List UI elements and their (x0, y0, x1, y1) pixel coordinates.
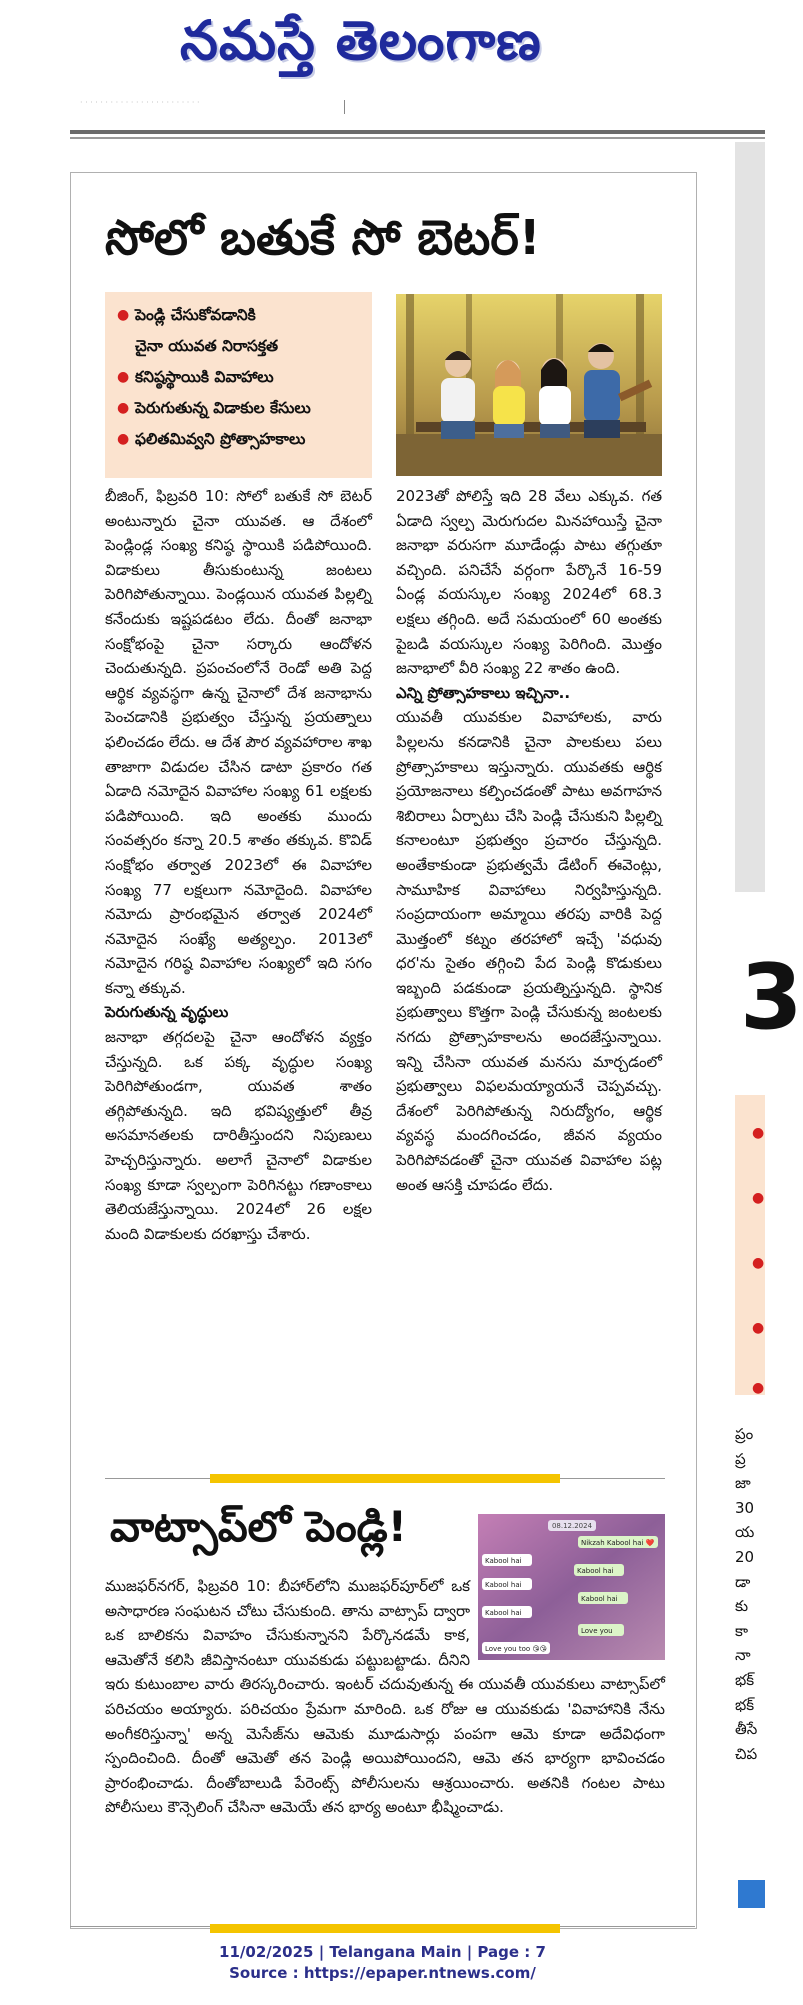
adjacent-text-line: నా (735, 1646, 751, 1665)
chat-message-text: Love you too 😘😘 (485, 1645, 547, 1653)
chat-message-text: Kabool hai (577, 1567, 614, 1575)
highlight-item: ● కనిష్ఠస్థాయికి వివాహాలు (117, 362, 366, 393)
bullet-icon: ● (752, 1255, 765, 1271)
highlight-item: ● పెండ్లి చేసుకోవడానికి (117, 300, 366, 331)
adjacent-text-line: 20 (735, 1548, 755, 1566)
highlight-item: ● పెరుగుతున్న విడాకుల కేసులు (117, 393, 366, 424)
footer-date-line: 11/02/2025 | Telangana Main | Page : 7 (219, 1943, 546, 1961)
article2-body: ముజఫర్‌నగర్, ఫిబ్రవరి 10: బీహార్‌లోని ముజఫర్‌పూర్‌లో ఒక అసాధారణ సంఘటన చోటు చేసుకుంది. తాను వాట్సాప్ ద్వారా ఒక బాలికను వివాహం చేసుకున్నానని పేర్కొనడమే కాక, ఆమెతోనే కలిసి జీవిస్తానంటూ యువకుడు పట్టుబట్టాడు. దీనిని ఇరు కుటుంబాల వారు తిరస్కరించారు. ఇంటర్ చదువుతున్న ఈ యువతీ యువకులు వాట్సాప్‌లో పరిచయం అయ్యారు. పరిచయం ప్రేమగా మారింది. ఒక రోజు ఆ యువకుడు 'వివాహానికి నేను అంగీకరిస్తున్నా' అన్న మెసేజ్‌ను ఆమెకు మూడుసార్లు పంపగా ఆమె కూడా అదేవిధంగా స్పందించింది. దీంతో ఆమెతో తన పెండ్లి అయిపోయిందని, ఆమె తన భార్యగా భావించడం ప్రారంభించాడు. దీంతోబాలుడి పేరెంట్స్ పోలీసులను ఆశ్రయించారు. అతనికి గంటల పాటు పోలీసులు కౌన్సెలింగ్ చేసినా ఆమెయే తన భార్య అంటూ భీష్మించాడు. (105, 1574, 665, 1820)
masthead (0, 0, 765, 90)
masthead-rule (70, 130, 765, 134)
adjacent-text-line: డా (735, 1572, 751, 1591)
adjacent-article-image (735, 142, 765, 892)
subheading: ఎన్ని ప్రోత్సాహకాలు ఇచ్చినా.. (396, 683, 571, 702)
bullet-icon: ● (752, 1380, 765, 1396)
bullet-icon: ● (752, 1320, 765, 1336)
chat-message-text: Kabool hai (485, 1557, 522, 1565)
article2-headline: వాట్సాప్‌లో పెండ్లి! (110, 1502, 407, 1551)
adjacent-article-highlights (735, 1095, 765, 1395)
page-footer (0, 1942, 765, 1984)
adjacent-text-line: భక్ (735, 1695, 755, 1714)
bullet-icon: ● (117, 307, 130, 323)
yellow-divider (210, 1924, 560, 1933)
yellow-divider (210, 1474, 560, 1483)
masthead-dots: · · · · · · · · · · · · · · · · · · · · · · · · (80, 98, 200, 107)
footer-source-line: Source : https://epaper.ntnews.com/ (229, 1964, 536, 1982)
bullet-icon: ● (752, 1125, 765, 1141)
paragraph: 2023తో పోలిస్తే ఇది 28 వేలు ఎక్కువ. గత ఏడాది స్వల్ప మెరుగుదల మినహాయిస్తే చైనా జనాభా వరుసగా మూడేండ్లు పాటు తగ్గుతూ వచ్చింది. పనిచేసే వర్గంగా పేర్కొనే 16-59 ఏండ్ల వయస్కుల సంఖ్య 2024లో 68.3 లక్షలు తగ్గింది. అదే సమయంలో 60 అంతకు పైబడి వయస్కుల సంఖ్య పెరిగింది. మొత్తం జనాభాలో వీరి సంఖ్య 22 శాతం ఉంది. (396, 487, 662, 678)
chat-message-text: Kabool hai (485, 1609, 522, 1617)
bullet-icon: ● (117, 400, 130, 416)
chat-message-text: Love you (581, 1627, 613, 1635)
adjacent-text-line: చిప (735, 1744, 758, 1763)
adjacent-text-line: 30 (735, 1498, 755, 1517)
adjacent-text-line: జా (735, 1474, 751, 1493)
chat-date: 08.12.2024 (551, 1522, 593, 1530)
article-column-2 (396, 484, 662, 1197)
adjacent-text-line: ప్ర (735, 1449, 746, 1468)
text-wrap-spacer (470, 1574, 665, 1666)
highlight-item: ● ఫలితమివ్వని ప్రోత్సాహకాలు (117, 424, 366, 455)
masthead-title: నమస్తే తెలంగాణ (180, 8, 542, 72)
adjacent-text-line: కు (735, 1597, 749, 1616)
masthead-divider (344, 100, 345, 114)
adjacent-article-heading: 3 (740, 945, 803, 1050)
paragraph: జనాభా తగ్గదలపై చైనా ఆందోళన వ్యక్తం చేస్తున్నది. ఒక పక్క వృద్ధుల సంఖ్య పెరిగిపోతుండగా, యువత శాతం తగ్గిపోతున్నది. ఇది భవిష్యత్తులో తీవ్ర అసమానతలకు దారితీస్తుందని నిపుణులు హెచ్చరిస్తున్నారు. అలాగే చైనాలో విడాకుల సంఖ్య కూడా స్వల్పంగా పెరిగినట్టు గణాంకాలు తెలియజేస్తున్నాయి. 2024లో 26 లక్షల మంది విడాకులకు దరఖాస్తు చేశారు. (105, 1028, 372, 1243)
bullet-icon: ● (117, 431, 130, 447)
adjacent-text-line: ప్రం (735, 1425, 754, 1443)
adjacent-text-line: భక్ (735, 1671, 755, 1689)
bullet-icon: ● (117, 369, 130, 385)
bullet-icon: ● (752, 1190, 765, 1206)
article-photo (396, 294, 662, 476)
paragraph: బీజింగ్, ఫిబ్రవరి 10: సోలో బతుకే సో బెటర్ అంటున్నారు చైనా యువత. ఆ దేశంలో పెండ్లిండ్ల సంఖ్య కనిష్ఠ స్థాయికి పడిపోయింది. విడాకులు తీసుకుంటున్న జంటలు పెరిగిపోతున్నాయి. పెండ్లయిన యువత పిల్లల్ని కనేందుకు ఇష్టపడటం లేదు. దీంతో జనాభా సంక్షోభంపై చైనా సర్కారు ఆందోళన చెందుతున్నది. ప్రపంచంలోనే రెండో అతి పెద్ద ఆర్థిక వ్యవస్థగా ఉన్న చైనాలో దేశ జనాభాను పెంచడానికి ప్రభుత్వం చేస్తున్న ప్రయత్నాలు ఫలించడం లేదు. ఆ దేశ పౌర వ్యవహారాల శాఖ తాజాగా విడుదల చేసిన డాటా ప్రకారం గత ఏడాది నమోదైన వివాహాల సంఖ్య 61 లక్షలకు పడిపోయింది. ఇది అంతకు ముందు సంవత్సరం కన్నా 20.5 శాతం తక్కువ. కొవిడ్ సంక్షోభం తర్వాత 2023లో ఈ వివాహాల సంఖ్య 77 లక్షలుగా నమోదైంది. వివాహాల నమోదు ప్రారంభమైన తర్వాత 2024లో నమోదైన సంఖ్యే అత్యల్పం. 2013లో నమోదైన గరిష్ఠ వివాహాల సంఖ్యలో ఇది సగం కన్నా తక్కువ. (105, 487, 372, 997)
paragraph: యువతీ యువకుల వివాహాలకు, వారు పిల్లలను కనడానికి చైనా పాలకులు పలు ప్రోత్సాహకాలు ఇస్తున్నారు. యువతకు ఆర్థిక ప్రయోజనాలు కల్పించడంతో పాటు అవగాహన శిబిరాలు ఏర్పాటు చేసి పెండ్లి చేసుకుని పిల్లల్ని కనాలంటూ ప్రభుత్వం ప్రచారం చేస్తున్నది. అంతేకాకుండా ప్రభుత్వమే డేటింగ్ ఈవెంట్లు, సామూహిక వివాహాలు నిర్వహిస్తున్నది. సంప్రదాయంగా అమ్మాయి తరపు వారికి పెద్ద మొత్తంలో కట్నం తరహాలో ఇచ్చే 'వధువు ధర'ను సైతం తగ్గించి పేద పెండ్లి కొడుకులు ఇబ్బంది పడకుండా ప్రయత్నిస్తున్నది. స్థానిక ప్రభుత్వాలు కొత్తగా పెండ్లి చేసుకున్న జంటలకు నగదు ప్రోత్సాహకాలను అందజేస్తున్నాయి. ఇన్ని చేసినా యువత మనసు మార్చడంలో ప్రభుత్వాలు విఫలమయ్యాయనే చెప్పవచ్చు. దేశంలో పెరిగిపోతున్న నిరుద్యోగం, ఆర్థిక వ్యవస్థ మందగించడం, జీవన వ్యయం పెరిగిపోవడంతో చైనా యువత వివాహాల పట్ల అంత ఆసక్తి చూపడం లేదు. (396, 708, 662, 1194)
highlight-item-cont: చైనా యువత నిరాసక్తత (135, 337, 279, 355)
highlights-box (105, 292, 372, 478)
adjacent-blue-block (738, 1880, 765, 1908)
adjacent-text-line: య (735, 1523, 755, 1542)
article-column-1 (105, 484, 372, 1246)
chat-message-text: Nikzah Kabool hai ❤️ (581, 1539, 655, 1547)
masthead-rule-thin (70, 137, 765, 139)
group-on-bench-image (396, 294, 662, 476)
adjacent-text-line: తీసే (735, 1720, 758, 1739)
chat-message-text: Kabool hai (581, 1595, 618, 1603)
article-headline: సోలో బతుకే సో బెటర్! (105, 210, 541, 266)
adjacent-text-line: కా (735, 1621, 749, 1640)
chat-message-text: Kabool hai (485, 1581, 522, 1589)
subheading: పెరుగుతున్న వృద్ధులు (105, 1003, 229, 1022)
